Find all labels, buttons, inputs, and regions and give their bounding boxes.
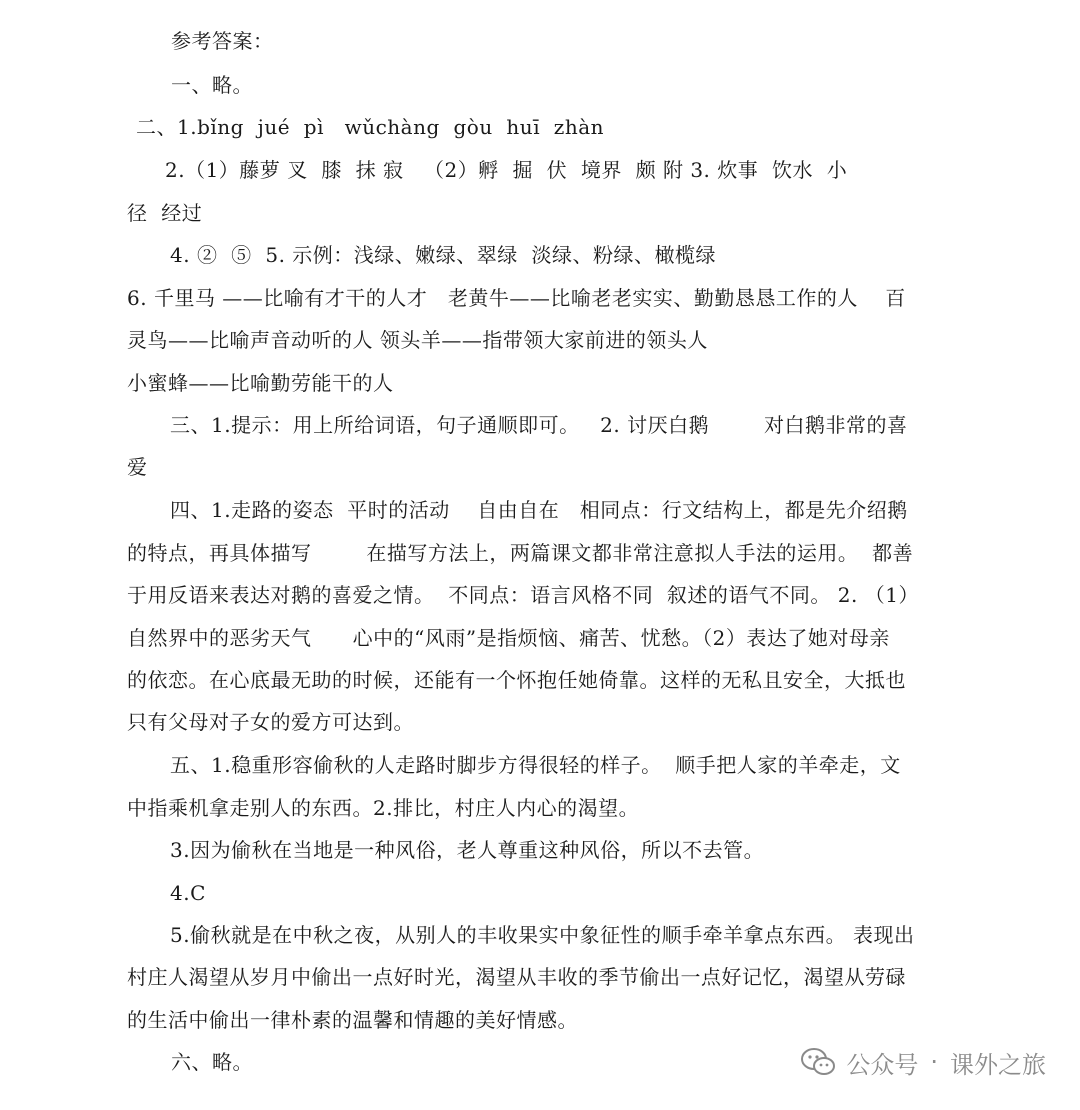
answer-line: 一、略。 xyxy=(171,73,253,97)
answer-line: 爱 xyxy=(127,455,148,479)
answer-title: 参考答案： xyxy=(171,29,274,53)
watermark-label: 公众号 xyxy=(846,1050,919,1079)
answer-line: 的依恋。在心底最无助的时候，还能有一个怀抱任她倚靠。这样的无私且安全，大抵也 xyxy=(127,668,906,692)
answer-line: 中指乘机拿走别人的东西。2.排比，村庄人内心的渴望。 xyxy=(127,796,640,820)
answer-line: 于用反语来表达对鹅的喜爱之情。 不同点：语言风格不同 叙述的语气不同。 2. （1） xyxy=(127,583,919,607)
answer-line: 的生活中偷出一律朴素的温馨和情趣的美好情感。 xyxy=(127,1008,578,1032)
answer-line: 六、略。 xyxy=(171,1050,253,1074)
answer-line: 三、1.提示：用上所给词语，句子通顺即可。 2. 讨厌白鹅 对白鹅非常的喜 xyxy=(170,413,908,437)
answer-line: 6. 千里马 ——比喻有才干的人才 老黄牛——比喻老老实实、勤勤恳恳工作的人 百 xyxy=(127,286,906,310)
watermark-separator: · xyxy=(930,1048,938,1076)
answer-line: 径 经过 xyxy=(127,201,203,225)
answer-line: 只有父母对子女的爱方可达到。 xyxy=(127,710,414,734)
wechat-watermark xyxy=(800,1042,1046,1082)
answer-line: 的特点，再具体描写 在描写方法上，两篇课文都非常注意拟人手法的运用。 都善 xyxy=(127,541,914,565)
answer-line: 自然界中的恶劣天气 心中的“风雨”是指烦恼、痛苦、忧愁。（2）表达了她对母亲 xyxy=(127,626,890,650)
watermark-account: 课外之旅 xyxy=(950,1050,1046,1079)
answer-line: 4.C xyxy=(170,881,206,905)
answer-line: 2.（1）藤萝 叉 膝 抹 寂 （2）孵 掘 伏 境界 颇 附 3. 炊事 饮水 小 xyxy=(165,158,848,182)
answer-line: 二、1.bǐng jué pì wǔchàng gòu huī zhàn xyxy=(136,115,605,139)
answer-line: 3.因为偷秋在当地是一种风俗，老人尊重这种风俗，所以不去管。 xyxy=(170,838,765,862)
answer-line: 五、1.稳重形容偷秋的人走路时脚步方得很轻的样子。 顺手把人家的羊牵走，文 xyxy=(170,753,901,777)
answer-line: 5.偷秋就是在中秋之夜，从别人的丰收果实中象征性的顺手牵羊拿点东西。 表现出 xyxy=(170,923,915,947)
answer-line: 灵鸟——比喻声音动听的人 领头羊——指带领大家前进的领头人 xyxy=(127,328,708,352)
wechat-icon xyxy=(800,1047,836,1077)
answer-line: 四、1.走路的姿态 平时的活动 自由自在 相同点：行文结构上，都是先介绍鹅 xyxy=(170,498,908,522)
answer-line: 小蜜蜂——比喻勤劳能干的人 xyxy=(127,371,394,395)
answer-line: 村庄人渴望从岁月中偷出一点好时光，渴望从丰收的季节偷出一点好记忆，渴望从劳碌 xyxy=(127,965,906,989)
answer-line: 4. ② ⑤ 5. 示例：浅绿、嫩绿、翠绿 淡绿、粉绿、橄榄绿 xyxy=(170,243,717,267)
